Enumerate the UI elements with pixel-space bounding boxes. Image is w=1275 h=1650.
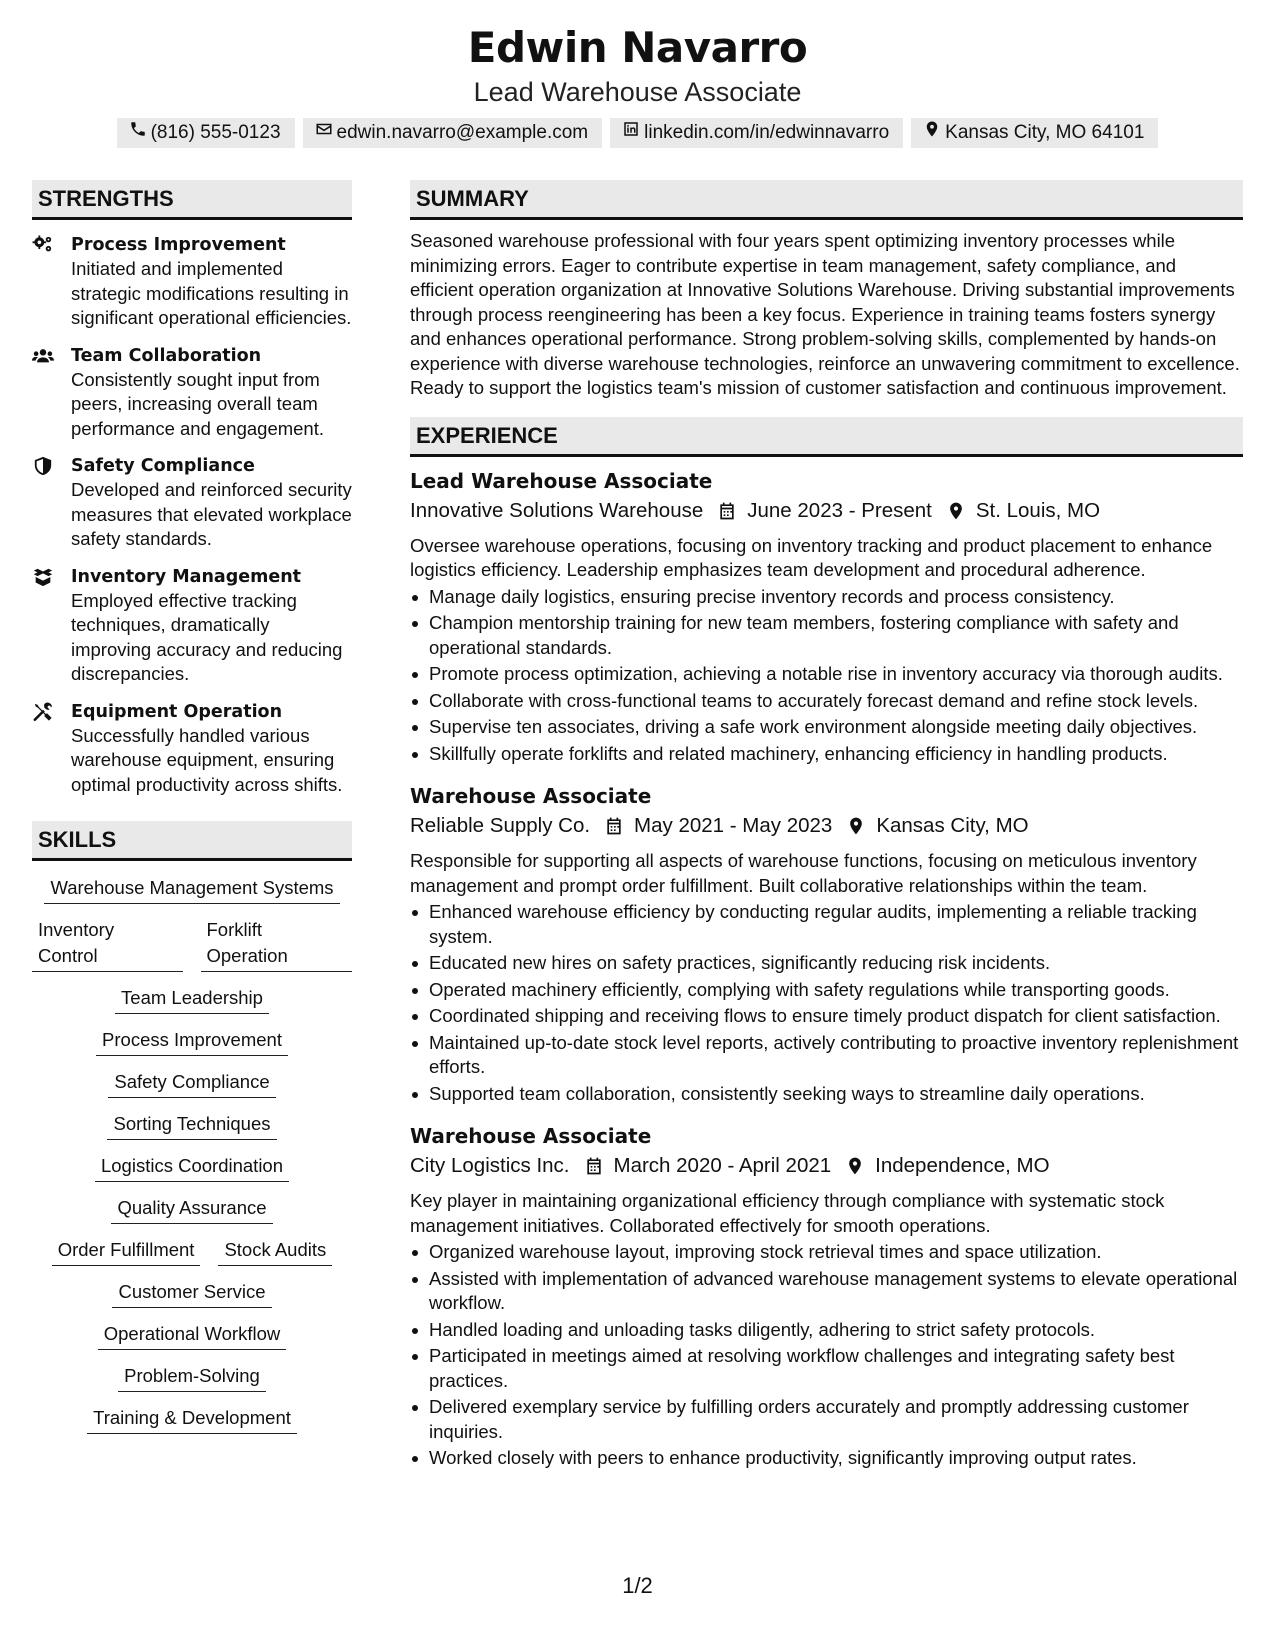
skill-tag: Quality Assurance [111,1195,272,1224]
skill-tag: Team Leadership [115,985,269,1014]
bullet-item: Promote process optimization, achieving a notable rise in inventory accuracy via thorough audits. [410,662,1243,687]
skills-heading: SKILLS [32,821,352,861]
skill-tag: Safety Compliance [108,1069,275,1098]
job-entry [410,782,1243,1106]
bullet-item: Manage daily logistics, ensuring precise inventory records and process consistency. [410,585,1243,610]
bullet-item: Collaborate with cross-functional teams to accurately forecast demand and refine stock levels. [410,689,1243,714]
job-location: St. Louis, MO [975,498,1101,522]
bullet-item: Champion mentorship training for new team members, fostering compliance with safety and operational standards. [410,611,1243,660]
page-number: 1/2 [622,1573,653,1598]
skill-tag: Stock Audits [218,1237,332,1266]
skill-row [112,1279,271,1308]
shield-icon [32,456,54,476]
skill-tag: Inventory Control [32,917,183,972]
job-bullets [410,900,1243,1106]
job-description: Key player in maintaining organizational efficiency through compliance with systematic stock management initiatives. Collaborated effectively for smooth operations. [410,1190,1165,1236]
company-name: Innovative Solutions Warehouse [410,498,704,522]
company-name: Reliable Supply Co. [410,814,591,837]
bullet-item: Coordinated shipping and receiving flows to ensure timely product dispatch for client satisfaction. [410,1004,1243,1029]
job-dates: June 2023 - Present [747,498,932,522]
job-location: Independence, MO [875,1154,1050,1177]
strength-title: Safety Compliance [71,456,255,476]
calendar-icon [584,1156,604,1176]
linkedin-icon [622,120,640,146]
users-icon [32,346,54,366]
job-bullets [410,585,1243,767]
skill-tag: Problem-Solving [118,1363,266,1392]
skill-row [118,1363,266,1392]
bullet-item: Handled loading and unloading tasks diligently, adhering to strict safety protocols. [410,1318,1243,1343]
summary-heading: SUMMARY [410,180,1243,220]
strength-description: Initiated and implemented strategic modifications resulting in significant operational efficiencies. [71,258,352,328]
skill-row [108,1069,275,1098]
bullet-item: Organized warehouse layout, improving stock retrieval times and space utilization. [410,1240,1243,1265]
strength-title: Team Collaboration [71,345,262,366]
skill-tag: Process Improvement [96,1027,288,1056]
skill-tag: Order Fulfillment [52,1237,201,1266]
bullet-item: Supported team collaboration, consistently seeking ways to streamline daily operations. [410,1082,1243,1107]
strength-description: Successfully handled various warehouse equipment, ensuring optimal productivity across shifts. [71,724,343,795]
phone-icon [129,120,147,146]
contact-bar [0,118,1275,148]
skill-row [96,1027,288,1056]
candidate-title: Lead Warehouse Associate [473,77,802,107]
bullet-item: Worked closely with peers to enhance productivity, significantly improving output rates. [410,1446,1243,1471]
summary-text: Seasoned warehouse professional with four years spent optimizing inventory processes while minimizing errors. Eager to contribute expertise in team management, safety compliance, and efficient operation organization at Innovative Solutions Warehouse. Driving substantial improvements through process reengineering has been a key focus. Experience in training teams fosters synergy and enhances operational performance. Strong problem-solving skills, complemented by hands-on experience with diverse warehouse technologies, reinforce an unwavering commitment to excellence. Ready to support the logistics team's mission of customer satisfaction and continuous improvement. [410,230,1240,398]
job-meta [410,496,1243,526]
skill-row [32,917,352,972]
map-pin-icon [923,120,941,146]
envelope-icon [315,120,333,146]
job-entry [410,467,1243,767]
map-pin-icon [846,816,866,836]
strength-item [32,233,352,331]
strength-description: Developed and reinforced security measures that elevated workplace safety standards. [71,479,352,549]
skill-tag: Forklift Operation [201,917,353,972]
skill-tag: Operational Workflow [98,1321,287,1350]
experience-heading: EXPERIENCE [410,417,1243,457]
strength-item [32,700,352,798]
bullet-item: Educated new hires on safety practices, significantly reducing risk incidents. [410,951,1243,976]
job-bullets [410,1240,1243,1471]
job-dates: May 2021 - May 2023 [634,814,833,837]
contact-location[interactable] [911,118,1158,148]
map-pin-icon [845,1156,865,1176]
skills-list [32,875,352,1434]
job-title: Lead Warehouse Associate [410,468,713,493]
job-description: Oversee warehouse operations, focusing on inventory tracking and product placement to enhance logistics efficiency. Leadership emphasizes team development and procedural adherence. [410,534,1213,580]
contact-location-text: Kansas City, MO 64101 [945,122,1145,143]
job-dates: March 2020 - April 2021 [613,1154,832,1177]
job-title: Warehouse Associate [410,1124,652,1148]
right-column [410,180,1243,1471]
bullet-item: Assisted with implementation of advanced warehouse management systems to elevate operational workflow. [410,1267,1243,1316]
strength-item [32,454,352,552]
job-meta [410,811,1243,841]
contact-linkedin-text: linkedin.com/in/edwinnavarro [644,122,890,143]
skill-row [87,1405,297,1434]
skill-tag: Sorting Techniques [107,1111,276,1140]
candidate-name: Edwin Navarro [467,23,808,72]
tools-icon [32,702,54,722]
skill-row [107,1111,276,1140]
strengths-heading: STRENGTHS [32,180,352,220]
skill-row [115,985,269,1014]
contact-phone[interactable] [117,118,295,148]
resume-header [0,0,1275,148]
calendar-icon [604,816,624,836]
bullet-item: Operated machinery efficiently, complying with safety regulations while transporting goods. [410,978,1243,1003]
strength-description: Consistently sought input from peers, increasing overall team performance and engagement. [71,368,325,439]
bullet-item: Delivered exemplary service by fulfilling orders accurately and promptly addressing customer inquiries. [410,1395,1243,1444]
bullet-item: Enhanced warehouse efficiency by conducting regular audits, implementing a reliable tracking system. [410,900,1243,949]
skill-tag: Logistics Coordination [95,1153,289,1182]
skill-tag: Customer Service [112,1279,271,1308]
contact-phone-text: (816) 555-0123 [150,122,281,143]
cogs-icon [32,235,54,255]
job-title: Warehouse Associate [410,784,652,808]
job-description: Responsible for supporting all aspects of warehouse functions, focusing on meticulous inventory management and prompt order fulfillment. Built collaborative relationships within the team. [410,850,1197,896]
strength-title: Inventory Management [71,566,302,587]
bullet-item: Maintained up-to-date stock level reports, actively contributing to proactive inventory replenishment efforts. [410,1031,1243,1080]
strength-item [32,565,352,687]
skill-row [52,1237,333,1266]
contact-linkedin[interactable] [610,118,903,148]
map-pin-icon [946,501,966,521]
strength-title: Process Improvement [71,235,286,255]
skill-tag: Warehouse Management Systems [44,875,339,904]
strength-title: Equipment Operation [71,701,283,722]
bullet-item: Skillfully operate forklifts and related machinery, enhancing efficiency in handling products. [410,742,1243,767]
skill-row [111,1195,272,1224]
bullet-item: Supervise ten associates, driving a safe work environment alongside meeting daily objectives. [410,715,1243,740]
strength-item [32,344,352,442]
calendar-icon [717,501,737,521]
contact-email[interactable] [303,118,603,148]
contact-email-text: edwin.navarro@example.com [336,122,589,143]
company-name: City Logistics Inc. [410,1154,570,1177]
skill-row [44,875,339,904]
boxes-icon [32,567,54,587]
skill-row [98,1321,287,1350]
skill-row [95,1153,289,1182]
skill-tag: Training & Development [87,1405,297,1434]
job-entry [410,1122,1243,1471]
bullet-item: Participated in meetings aimed at resolving workflow challenges and integrating safety best practices. [410,1344,1243,1393]
left-column [32,180,352,1434]
job-location: Kansas City, MO [876,814,1029,837]
job-meta [410,1151,1243,1181]
strength-description: Employed effective tracking techniques, dramatically improving accuracy and reducing discrepancies. [71,589,343,684]
